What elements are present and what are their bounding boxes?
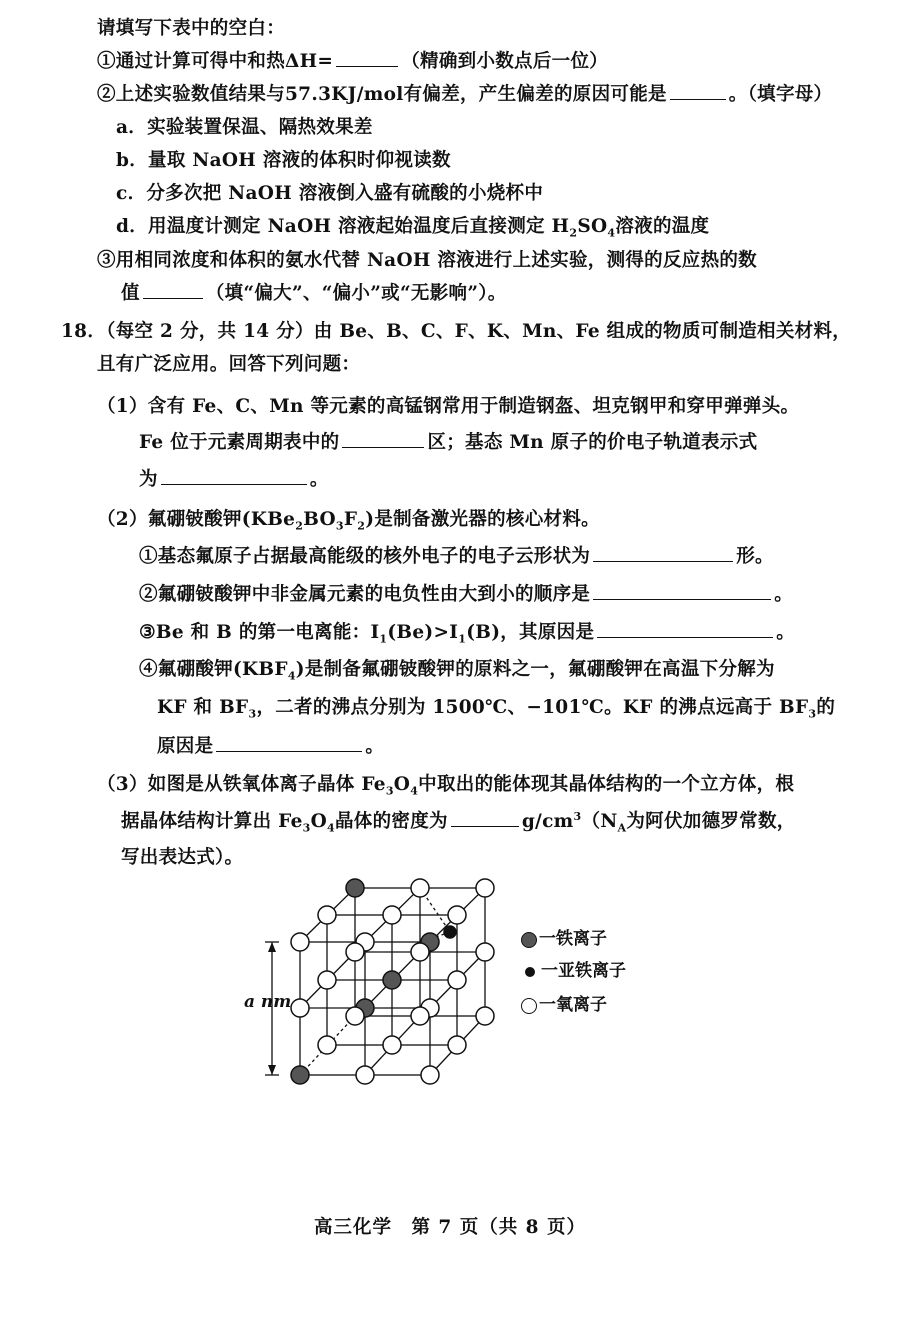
answer-blank — [670, 83, 726, 100]
legend-fe3: 一铁离子 — [521, 924, 607, 949]
instruction-line: 请填写下表中的空白： — [97, 18, 286, 39]
answer-blank — [593, 583, 771, 600]
question-18-header: 18．（每空 2 分，共 14 分）由 Be、B、C、F、K、Mn、Fe 组成的物质可制造相关材料， — [61, 321, 852, 342]
page-footer: 高三化学 第 7 页（共 8 页） — [313, 1217, 586, 1238]
answer-blank — [593, 545, 733, 562]
question-ammonia: ③用相同浓度和体积的氨水代替 NaOH 溶液进行上述实验，测得的反应热的数 — [97, 250, 757, 271]
question-18-2: （2）氟硼铍酸钾$(KBe_2BO_3F_2)$是制备激光器的核心材料。 — [97, 509, 600, 533]
fe3-ion-icon — [521, 932, 537, 948]
option-b: b．量取 NaOH 溶液的体积时仰视读数 — [116, 150, 451, 171]
question-18-2-4-cont: KF 和 $BF_3$，二者的沸点分别为 1500℃、−101℃。KF 的沸点远高于 $BF_3$的 — [157, 697, 836, 721]
question-18-3: （3）如图是从铁氧体离子晶体 $Fe_3O_4$中取出的能体现其晶体结构的一个立方体，根 — [97, 774, 795, 798]
o-ion-icon — [521, 998, 537, 1014]
answer-blank — [342, 431, 424, 448]
option-a: a．实验装置保温、隔热效果差 — [116, 117, 373, 138]
question-18-2-2: ②氟硼铍酸钾中非金属元素的电负性由大到小的顺序是 。 — [139, 584, 794, 605]
answer-blank — [336, 50, 398, 67]
question-18-header-cont: 且有广泛应用。回答下列问题： — [97, 354, 361, 375]
question-18-2-4-reason: 原因是 。 — [157, 736, 385, 757]
legend-fe2: 一亚铁离子 — [525, 956, 626, 981]
answer-blank — [143, 282, 203, 299]
legend-o: 一氧离子 — [521, 990, 607, 1015]
dimension-label: a nm — [244, 992, 292, 1012]
option-c: c．分多次把 NaOH 溶液倒入盛有硫酸的小烧杯中 — [116, 183, 544, 204]
crystal-structure-figure — [255, 870, 495, 1085]
question-18-2-1: ①基态氟原子占据最高能级的核外电子的电子云形状为 形。 — [139, 546, 774, 567]
question-18-3-density: 据晶体结构计算出 $Fe_3O_4$晶体的密度为 $g/cm^3(N_A$为阿伏加德罗常数， — [121, 809, 796, 835]
question-18-1-mn: 为 。 — [139, 469, 329, 490]
answer-blank — [216, 735, 362, 752]
fe2-ion-icon — [525, 967, 535, 977]
answer-blank — [451, 810, 519, 827]
answer-blank — [597, 621, 773, 638]
question-18-1: （1）含有 Fe、C、Mn 等元素的高锰钢常用于制造钢盔、坦克钢甲和穿甲弹弹头。 — [97, 396, 800, 417]
question-18-2-4: ④氟硼酸钾$(KBF_4)$是制备氟硼铍酸钾的原料之一，氟硼酸钾在高温下分解为 — [139, 659, 775, 683]
option-d: d．用温度计测定 NaOH 溶液起始温度后直接测定 $H_2SO_4$溶液的温度 — [116, 216, 710, 240]
answer-blank — [161, 468, 307, 485]
question-deviation-cause: ②上述实验数值结果与57.3KJ/mol有偏差，产生偏差的原因可能是 。（填字母） — [97, 84, 833, 105]
question-heat-of-neutralization: ①通过计算可得中和热ΔH= （精确到小数点后一位） — [97, 51, 609, 72]
question-18-1-fe: Fe 位于元素周期表中的 区；基态 Mn 原子的价电子轨道表示式 — [139, 432, 758, 453]
question-18-2-3: ③Be 和 B 的第一电离能：$I_1(Be)>I_1(B)$，其原因是 。 — [139, 622, 796, 646]
question-ammonia-cont: 值 （填“偏大”、“偏小”或“无影响”）。 — [121, 283, 507, 304]
question-18-3-cont: 写出表达式）。 — [121, 847, 244, 868]
